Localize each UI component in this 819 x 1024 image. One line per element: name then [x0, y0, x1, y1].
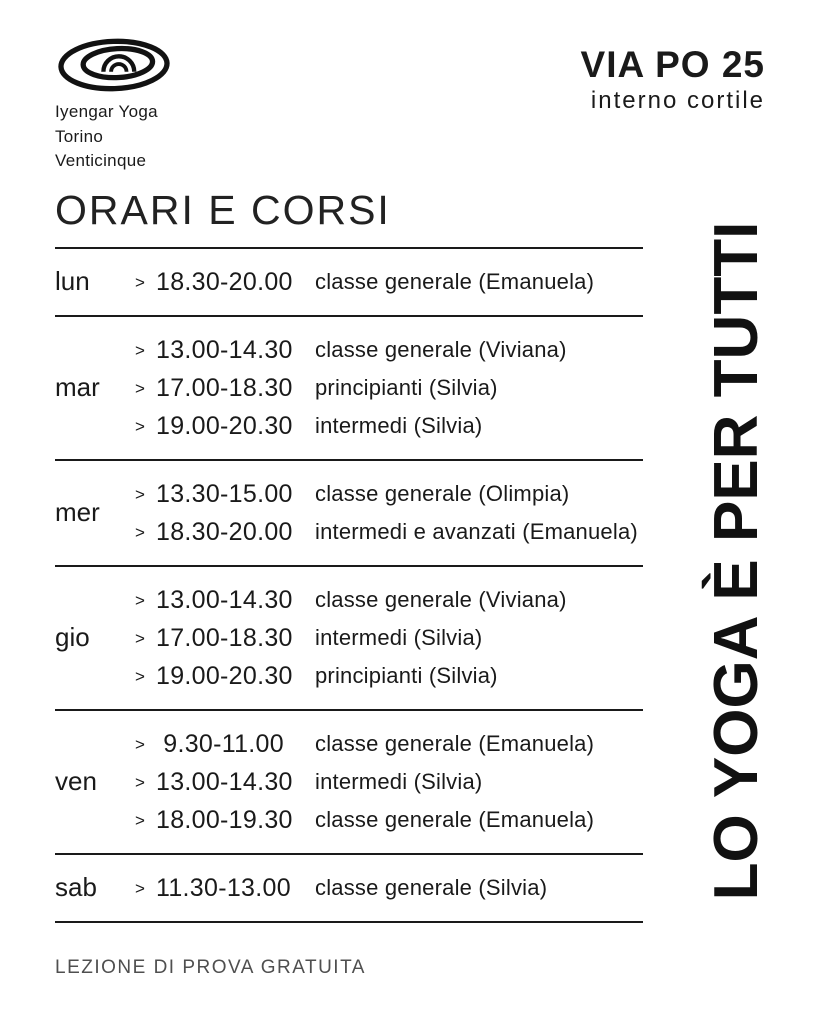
- class-description: classe generale (Silvia): [315, 875, 548, 900]
- chevron-right-marker-icon: >: [135, 341, 145, 360]
- brand-name-line1: Iyengar Yoga: [55, 102, 158, 121]
- table-row: [135, 369, 643, 407]
- table-row: [135, 657, 643, 695]
- chevron-right-marker-icon: >: [135, 879, 145, 898]
- chevron-right-marker-icon: >: [135, 591, 145, 610]
- schedule-table: [55, 247, 643, 923]
- class-description: classe generale (Emanuela): [315, 807, 595, 832]
- table-row: [135, 801, 643, 839]
- table-row: [135, 331, 643, 369]
- day-label: sab: [55, 872, 97, 902]
- class-description: classe generale (Emanuela): [315, 269, 595, 294]
- class-time: 13.00-14.30: [156, 585, 293, 614]
- class-description: classe generale (Viviana): [315, 587, 567, 612]
- address-detail: interno cortile: [590, 87, 765, 114]
- chevron-right-marker-icon: >: [135, 523, 145, 542]
- schedule-day-section: [55, 461, 643, 567]
- class-time: 17.00-18.30: [156, 623, 293, 652]
- class-time: 9.30-11.00: [156, 729, 284, 758]
- day-rows: [135, 263, 643, 301]
- class-time: 19.00-20.30: [156, 661, 293, 690]
- class-description: intermedi (Silvia): [315, 625, 483, 650]
- class-time: 18.30-20.00: [156, 517, 293, 546]
- brand-name: [55, 100, 172, 174]
- footer-note: LEZIONE DI PROVA GRATUITA: [55, 957, 366, 978]
- class-time: 13.00-14.30: [156, 335, 293, 364]
- day-rows: [135, 869, 643, 907]
- class-description: intermedi (Silvia): [315, 769, 483, 794]
- chevron-right-marker-icon: >: [135, 379, 145, 398]
- class-description: principianti (Silvia): [315, 663, 498, 688]
- class-description: intermedi (Silvia): [315, 413, 483, 438]
- chevron-right-marker-icon: >: [135, 773, 145, 792]
- class-description: intermedi e avanzati (Emanuela): [315, 519, 638, 544]
- day-rows: [135, 725, 643, 839]
- class-description: classe generale (Emanuela): [315, 731, 595, 756]
- schedule-day-section: [55, 567, 643, 711]
- class-description: classe generale (Viviana): [315, 337, 567, 362]
- table-row: [135, 581, 643, 619]
- day-label: gio: [55, 622, 90, 652]
- chevron-right-marker-icon: >: [135, 667, 145, 686]
- table-row: [135, 475, 643, 513]
- day-label: mar: [55, 372, 100, 402]
- table-row: [135, 869, 643, 907]
- header: [55, 36, 765, 174]
- class-time: 13.00-14.30: [156, 767, 293, 796]
- chevron-right-marker-icon: >: [135, 735, 145, 754]
- day-label: ven: [55, 766, 97, 796]
- chevron-right-marker-icon: >: [135, 811, 145, 830]
- table-row: [135, 513, 643, 551]
- day-rows: [135, 581, 643, 695]
- table-row: [135, 725, 643, 763]
- day-rows: [135, 475, 643, 551]
- chevron-right-marker-icon: >: [135, 629, 145, 648]
- day-label: lun: [55, 266, 90, 296]
- main-content: [55, 187, 643, 979]
- table-row: [135, 407, 643, 445]
- brand-name-line3: Venticinque: [55, 151, 147, 171]
- class-time: 17.00-18.30: [156, 373, 293, 402]
- chevron-right-marker-icon: >: [135, 273, 145, 292]
- schedule-day-section: [55, 317, 643, 461]
- table-row: [135, 263, 643, 301]
- chevron-right-marker-icon: >: [135, 417, 145, 436]
- day-rows: [135, 331, 643, 445]
- iyengar-eye-logo-icon: [56, 38, 172, 92]
- class-time: 13.30-15.00: [156, 479, 293, 508]
- page-title: ORARI E CORSI: [55, 187, 391, 233]
- brand-block: [55, 36, 172, 174]
- schedule-day-section: [55, 711, 643, 855]
- class-description: classe generale (Olimpia): [315, 481, 570, 506]
- schedule-day-section: [55, 249, 643, 317]
- day-label: mer: [55, 497, 100, 527]
- class-time: 18.30-20.00: [156, 267, 293, 296]
- brand-name-line2: Torino: [55, 126, 104, 146]
- address-block: [581, 36, 765, 115]
- table-row: [135, 619, 643, 657]
- class-time: 19.00-20.30: [156, 411, 293, 440]
- schedule-day-section: [55, 855, 643, 923]
- vertical-slogan: LO YOGA È PER TUTTI: [702, 221, 771, 901]
- table-row: [135, 763, 643, 801]
- slogan-container: [697, 185, 777, 937]
- address-street: VIA PO 25: [580, 44, 765, 85]
- class-time: 11.30-13.00: [156, 873, 291, 902]
- class-description: principianti (Silvia): [315, 375, 498, 400]
- class-time: 18.00-19.30: [156, 805, 293, 834]
- chevron-right-marker-icon: >: [135, 485, 145, 504]
